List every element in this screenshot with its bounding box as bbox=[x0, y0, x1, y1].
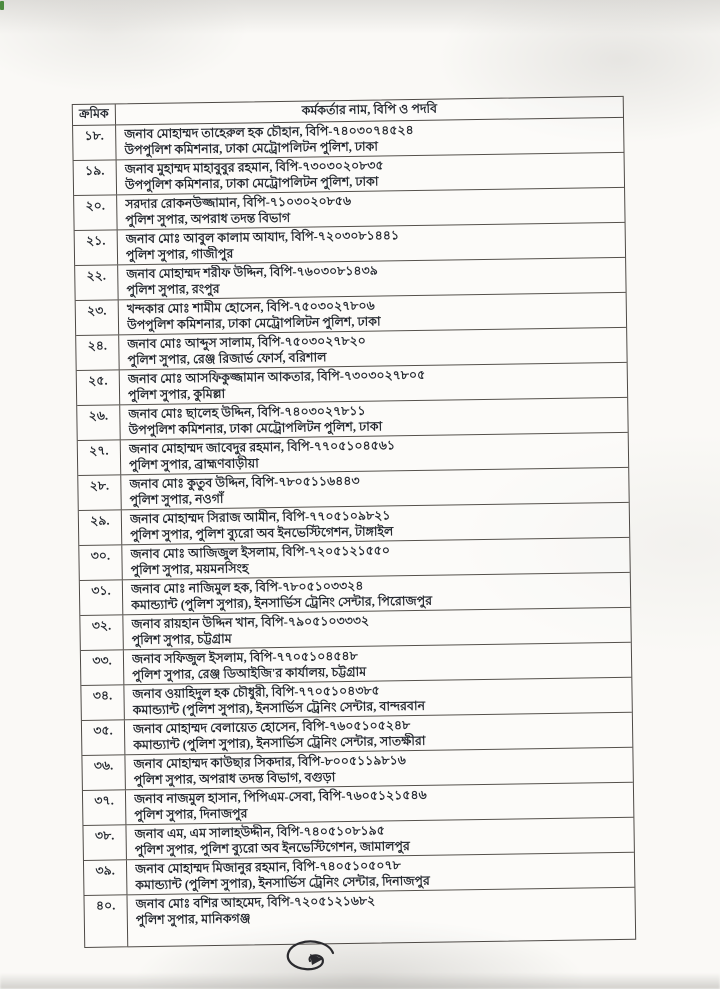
officer-designation: পুলিশ সুপার, রেঞ্জ রিজার্ভ ফোর্স, বরিশাল bbox=[127, 350, 327, 368]
serial-cell bbox=[81, 685, 124, 720]
officer-designation: পুলিশ সুপার, ময়মনসিংহ bbox=[130, 561, 249, 578]
serial-number: ৩৯. bbox=[95, 863, 115, 878]
officer-name-bp: জনাব মোঃ বশির আহমেদ, বিপি-৭২০৫১২১৬৮২ bbox=[135, 893, 376, 912]
serial-number: ২১. bbox=[85, 233, 106, 248]
officer-designation: কমান্ড্যান্ট (পুলিশ সুপার), ইনসার্ভিস ট্রেনিং সেন্টার, পিরোজপুর bbox=[131, 594, 433, 613]
serial-cell bbox=[84, 895, 128, 947]
officer-designation: উপপুলিশ কমিশনার, ঢাকা মেট্রোপলিটন পুলিশ, ঢাকা bbox=[124, 174, 379, 193]
serial-cell bbox=[83, 790, 126, 825]
serial-cell bbox=[74, 160, 117, 195]
officer-designation: পুলিশ সুপার, অপরাধ তদন্ত বিভাগ, বগুড়া bbox=[133, 770, 336, 788]
serial-number: ২৪. bbox=[87, 338, 108, 353]
serial-number: ২৬. bbox=[88, 408, 109, 423]
officer-designation: কমান্ড্যান্ট (পুলিশ সুপার), ইনসার্ভিস ট্রেনিং সেন্টার, সাতক্ষীরা bbox=[133, 734, 426, 753]
officer-designation: কমান্ড্যান্ট (পুলিশ সুপার), ইনসার্ভিস ট্রেনিং সেন্টার, দিনাজপুর bbox=[135, 874, 430, 893]
scan-top-shadow bbox=[0, 0, 720, 34]
serial-number: ১৯. bbox=[84, 163, 105, 178]
serial-cell bbox=[82, 755, 125, 790]
serial-number: ২২. bbox=[86, 268, 107, 283]
officer-designation: পুলিশ সুপার, মানিকগঞ্জ bbox=[135, 911, 251, 928]
officer-name-bp: জনাব মোহাম্মদ জাবেদুর রহমান, বিপি-৭৭০৫১০৪৫৬১ bbox=[128, 438, 396, 457]
serial-number: ৩৪. bbox=[92, 688, 113, 703]
serial-cell bbox=[77, 370, 120, 405]
serial-number: ৩১. bbox=[91, 583, 111, 598]
scan-bottom-shadow bbox=[0, 973, 720, 989]
details-column-header: কর্মকর্তার নাম, বিপি ও পদবি bbox=[301, 101, 438, 118]
officer-designation: পুলিশ সুপার, পুলিশ ব্যুরো অব ইনভেস্টিগেশন, জামালপুর bbox=[134, 839, 410, 858]
officer-name-bp: জনাব মোহাম্মদ শরীফ উদ্দিন, বিপি-৭৬০৩০৮১৪৩৯ bbox=[126, 263, 378, 282]
officer-name-bp: জনাব মোঃ আবুল কালাম আযাদ, বিপি-৭২০৩০৮১৪৪১ bbox=[125, 228, 400, 247]
serial-cell bbox=[74, 195, 117, 230]
officer-name-bp: জনাব ওয়াহিদুল হক চৌধুরী, বিপি-৭৭০৫১০৪৩৮৫ bbox=[132, 683, 380, 702]
officer-name-bp: জনাব মোহাম্মদ কাউছার সিকদার, বিপি-৮০০৫১১৯৮১৬ bbox=[133, 753, 406, 772]
corner-speck bbox=[0, 1, 4, 10]
serial-number: ২৮. bbox=[89, 478, 110, 493]
serial-number: ৩২. bbox=[91, 618, 112, 633]
serial-cell bbox=[76, 300, 119, 335]
serial-cell bbox=[75, 230, 118, 265]
officer-designation: পুলিশ সুপার, রংপুর bbox=[126, 282, 220, 298]
serial-cell bbox=[80, 615, 123, 650]
officer-name-bp: খন্দকার মোঃ শামীম হোসেন, বিপি-৭৫০৩০২৭৮০৬ bbox=[126, 298, 375, 317]
officer-name-bp: জনাব মোঃ ছালেহ উদ্দিন, বিপি-৭৪০৩০২৭৮১১ bbox=[128, 403, 366, 422]
serial-cell bbox=[84, 860, 127, 895]
officer-name-bp: জনাব মোঃ নাজিমুল হক, বিপি-৭৮০৫১০৩৩২৪ bbox=[130, 578, 364, 597]
officer-name-bp: জনাব নাজমুল হাসান, পিপিএম-সেবা, বিপি-৭৬০৫১২১৫৪৬ bbox=[133, 787, 427, 807]
officer-name-bp: জনাব মোঃ কুতুব উদ্দিন, বিপি-৭৮০৫১১৬৪৪৩ bbox=[129, 473, 360, 492]
serial-number: ১৮. bbox=[84, 128, 104, 143]
serial-number: ৪০. bbox=[95, 898, 116, 913]
officer-cell bbox=[127, 888, 635, 947]
serial-number: ২০. bbox=[85, 198, 106, 213]
officer-designation: পুলিশ সুপার, দিনাজপুর bbox=[134, 806, 248, 823]
officer-designation: পুলিশ সুপার, নওগাঁ bbox=[129, 492, 224, 508]
serial-number: ৩৫. bbox=[93, 723, 113, 738]
serial-cell bbox=[83, 825, 126, 860]
serial-cell bbox=[78, 440, 121, 475]
serial-number: ২৩. bbox=[87, 303, 107, 318]
serial-cell bbox=[80, 580, 123, 615]
serial-cell bbox=[79, 545, 122, 580]
officer-name-bp: জনাব সফিজুল ইসলাম, বিপি-৭৭০৫১০৪৫৪৮ bbox=[131, 648, 358, 667]
serial-cell bbox=[75, 265, 118, 300]
officer-designation: পুলিশ সুপার, পুলিশ ব্যুরো অব ইনভেস্টিগেশন, টাঙ্গাইল bbox=[130, 524, 394, 543]
officer-designation: পুলিশ সুপার, কুমিল্লা bbox=[127, 387, 226, 403]
serial-number: ২৭. bbox=[89, 443, 109, 458]
officer-name-bp: জনাব মুহাম্মদ মাহাবুবুর রহমান, বিপি-৭৩০৩০২০৮৩৫ bbox=[124, 158, 384, 177]
officer-name-bp: জনাব এম, এম সালাহউদ্দীন, বিপি-৭৪০৫১০৮১৯৫ bbox=[134, 823, 385, 842]
officer-name-bp: জনাব মোহাম্মদ তাহেরুল হক চৌহান, বিপি-৭৪০৩০৭৪৫২৪ bbox=[124, 122, 414, 142]
officer-designation: পুলিশ সুপার, চট্টগ্রাম bbox=[131, 632, 232, 648]
serial-number: ৩০. bbox=[90, 548, 111, 563]
serial-cell bbox=[73, 125, 116, 160]
officer-name-bp: জনাব মোহাম্মদ সিরাজ আমীন, বিপি-৭৭০৫১০৯৮২১ bbox=[129, 508, 391, 527]
officer-name-bp: জনাব মোহাম্মদ বেলায়েত হোসেন, বিপি-৭৬০৫১০৫২৪৮ bbox=[132, 718, 411, 737]
officer-name-bp: সরদার রোকনউজ্জামান, বিপি-৭১০৩০২০৮৫৬ bbox=[125, 193, 352, 212]
serial-number: ৩৮. bbox=[94, 828, 115, 843]
serial-number: ২৯. bbox=[90, 513, 110, 528]
officer-name-bp: জনাব মোঃ আজিজুল ইসলাম, বিপি-৭২০৫১২১৫৫০ bbox=[130, 543, 391, 562]
table-row bbox=[84, 888, 635, 947]
officer-designation: পুলিশ সুপার, গাজীপুর bbox=[125, 247, 234, 263]
looped-pen-initial-icon bbox=[283, 938, 337, 978]
officer-designation: কমান্ড্যান্ট (পুলিশ সুপার), ইনসার্ভিস ট্রেনিং সেন্টার, বান্দরবান bbox=[132, 699, 426, 718]
serial-number: ২৫. bbox=[88, 373, 108, 388]
officer-name-bp: জনাব মোঃ আসফিকুজ্জামান আকতার, বিপি-৭৩০৩০২৭৮০৫ bbox=[127, 367, 426, 387]
serial-cell bbox=[82, 720, 125, 755]
table-body bbox=[73, 118, 635, 947]
officer-designation: পুলিশ সুপার, অপরাধ তদন্ত বিভাগ bbox=[125, 211, 291, 228]
serial-cell bbox=[78, 475, 121, 510]
officer-name-bp: জনাব মোঃ আব্দুস সালাম, বিপি-৭৫০৩০২৭৮২০ bbox=[127, 333, 366, 352]
serial-cell bbox=[79, 510, 122, 545]
serial-cell bbox=[77, 405, 120, 440]
serial-number: ৩৩. bbox=[92, 653, 112, 668]
officer-designation: উপপুলিশ কমিশনার, ঢাকা মেট্রোপলিটন পুলিশ, ঢাকা bbox=[124, 139, 379, 158]
serial-cell bbox=[81, 650, 124, 685]
serial-cell bbox=[76, 335, 119, 370]
serial-number: ৩৭. bbox=[94, 793, 114, 808]
officer-designation: পুলিশ সুপার, ব্রাহ্মণবাড়ীয়া bbox=[129, 456, 259, 473]
officer-designation: উপপুলিশ কমিশনার, ঢাকা মেট্রোপলিটন পুলিশ, ঢাকা bbox=[128, 419, 383, 438]
serial-number: ৩৬. bbox=[93, 758, 114, 773]
officer-table bbox=[72, 96, 636, 948]
officer-name-bp: জনাব রায়হান উদ্দিন খান, বিপি-৭৯০৫১০৩৩৩২ bbox=[131, 613, 370, 632]
officer-designation: পুলিশ সুপার, রেঞ্জ ডিআইজি'র কার্যালয়, চট্টগ্রাম bbox=[132, 665, 367, 683]
officer-designation: উপপুলিশ কমিশনার, ঢাকা মেট্রোপলিটন পুলিশ, ঢাকা bbox=[126, 314, 381, 333]
serial-column-header: ক্রমিক bbox=[73, 104, 116, 125]
officer-name-bp: জনাব মোহাম্মদ মিজানুর রহমান, বিপি-৭৪০৫১০৫০৭৮ bbox=[134, 858, 401, 877]
